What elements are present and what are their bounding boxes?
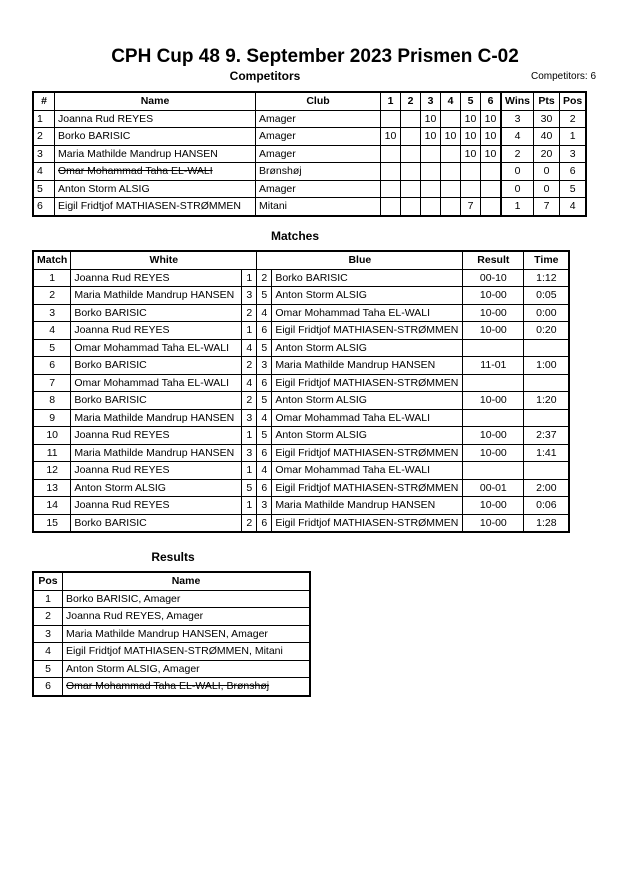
match-row: [33, 269, 569, 287]
match-time: [524, 462, 570, 480]
match-blue-number: 5: [257, 392, 272, 410]
competitor-row: [33, 198, 586, 216]
competitor-wins: 1: [501, 198, 534, 216]
match-result: 10-00: [463, 392, 524, 410]
competitors-col-header: 3: [421, 92, 441, 110]
match-white-name: Joanna Rud REYES: [71, 427, 242, 445]
match-blue-name: Omar Mohammad Taha EL-WALI: [272, 304, 463, 322]
match-blue-number: 6: [257, 479, 272, 497]
matches-col-header: White: [71, 251, 257, 269]
match-blue-name: Omar Mohammad Taha EL-WALI: [272, 462, 463, 480]
competitor-score: [441, 198, 461, 216]
match-row: [33, 339, 569, 357]
competitor-row: [33, 163, 586, 181]
competitor-score: [381, 145, 401, 163]
match-blue-name: Maria Mathilde Mandrup HANSEN: [272, 497, 463, 515]
competitor-number: 5: [33, 180, 55, 198]
competitor-score: [381, 198, 401, 216]
match-white-name: Anton Storm ALSIG: [71, 479, 242, 497]
match-white-number: 1: [242, 462, 257, 480]
match-blue-number: 5: [257, 339, 272, 357]
competitor-name: Maria Mathilde Mandrup HANSEN: [55, 145, 256, 163]
competitor-score: 10: [421, 128, 441, 146]
matches-header-row: [33, 251, 569, 269]
match-blue-number: 6: [257, 374, 272, 392]
competitor-row: [33, 110, 586, 128]
matches-col-header: Result: [463, 251, 524, 269]
competitor-wins: 4: [501, 128, 534, 146]
match-result: [463, 339, 524, 357]
match-white-number: 3: [242, 409, 257, 427]
competitor-score: [401, 128, 421, 146]
competitor-score: [401, 163, 421, 181]
match-result: 10-00: [463, 322, 524, 340]
result-name: Omar Mohammad Taha EL-WALI, Brønshøj: [63, 678, 311, 696]
competitor-score: [441, 110, 461, 128]
competitor-score: 7: [461, 198, 481, 216]
competitor-points: 7: [534, 198, 560, 216]
match-white-name: Joanna Rud REYES: [71, 269, 242, 287]
match-white-number: 3: [242, 444, 257, 462]
match-blue-number: 6: [257, 444, 272, 462]
competitor-position: 5: [560, 180, 587, 198]
match-row: [33, 514, 569, 532]
match-number: 14: [33, 497, 71, 515]
match-number: 11: [33, 444, 71, 462]
matches-col-header: Time: [524, 251, 570, 269]
competitor-club: Brønshøj: [256, 163, 381, 181]
match-result: 11-01: [463, 357, 524, 375]
match-blue-name: Borko BARISIC: [272, 269, 463, 287]
competitor-position: 1: [560, 128, 587, 146]
competitor-score: 10: [421, 110, 441, 128]
competitor-position: 6: [560, 163, 587, 181]
match-row: [33, 497, 569, 515]
match-white-name: Joanna Rud REYES: [71, 322, 242, 340]
competitor-number: 2: [33, 128, 55, 146]
match-number: 3: [33, 304, 71, 322]
result-row: [33, 678, 310, 696]
competitor-score: [401, 198, 421, 216]
competitors-col-header: Name: [55, 92, 256, 110]
competitor-club: Amager: [256, 110, 381, 128]
competitors-col-header: Pos: [560, 92, 587, 110]
competitor-number: 3: [33, 145, 55, 163]
match-blue-number: 6: [257, 322, 272, 340]
competitor-score: [461, 180, 481, 198]
match-white-number: 5: [242, 479, 257, 497]
match-blue-number: 2: [257, 269, 272, 287]
match-number: 10: [33, 427, 71, 445]
competitor-score: [461, 163, 481, 181]
competitor-score: [481, 180, 502, 198]
match-result: 00-01: [463, 479, 524, 497]
match-result: [463, 462, 524, 480]
competitors-col-header: Wins: [501, 92, 534, 110]
match-time: [524, 409, 570, 427]
competitor-number: 4: [33, 163, 55, 181]
competitor-score: 10: [461, 128, 481, 146]
match-white-number: 2: [242, 514, 257, 532]
match-result: 10-00: [463, 497, 524, 515]
competitor-score: [441, 145, 461, 163]
competitor-score: [421, 163, 441, 181]
match-number: 1: [33, 269, 71, 287]
competitor-score: [481, 198, 502, 216]
competitor-points: 30: [534, 110, 560, 128]
competitor-score: 10: [441, 128, 461, 146]
match-blue-number: 4: [257, 304, 272, 322]
competitor-row: [33, 128, 586, 146]
match-blue-name: Eigil Fridtjof MATHIASEN-STRØMMEN: [272, 479, 463, 497]
competitor-club: Mitani: [256, 198, 381, 216]
match-number: 12: [33, 462, 71, 480]
competitors-table: [32, 91, 587, 217]
match-blue-name: Eigil Fridtjof MATHIASEN-STRØMMEN: [272, 444, 463, 462]
match-time: 1:41: [524, 444, 570, 462]
result-row: [33, 643, 310, 661]
competitor-name: Joanna Rud REYES: [55, 110, 256, 128]
match-time: 1:00: [524, 357, 570, 375]
match-blue-name: Maria Mathilde Mandrup HANSEN: [272, 357, 463, 375]
competitor-points: 0: [534, 163, 560, 181]
result-name: Anton Storm ALSIG, Amager: [63, 660, 311, 678]
competitors-col-header: 5: [461, 92, 481, 110]
competitor-score: [381, 180, 401, 198]
result-row: [33, 590, 310, 608]
match-time: [524, 339, 570, 357]
match-row: [33, 444, 569, 462]
competitors-header-row: [33, 92, 586, 110]
competitor-score: 10: [461, 110, 481, 128]
match-row: [33, 427, 569, 445]
match-number: 4: [33, 322, 71, 340]
match-white-number: 4: [242, 374, 257, 392]
match-row: [33, 392, 569, 410]
match-row: [33, 409, 569, 427]
match-white-number: 3: [242, 287, 257, 305]
match-white-number: 1: [242, 322, 257, 340]
match-result: 10-00: [463, 287, 524, 305]
match-white-name: Maria Mathilde Mandrup HANSEN: [71, 409, 242, 427]
match-number: 8: [33, 392, 71, 410]
result-name: Joanna Rud REYES, Amager: [63, 608, 311, 626]
competitor-row: [33, 145, 586, 163]
result-position: 4: [33, 643, 63, 661]
match-time: 2:37: [524, 427, 570, 445]
results-heading: Results: [151, 550, 195, 564]
competitor-club: Amager: [256, 180, 381, 198]
match-white-name: Joanna Rud REYES: [71, 497, 242, 515]
competitor-name: Anton Storm ALSIG: [55, 180, 256, 198]
competitor-row: [33, 180, 586, 198]
result-position: 5: [33, 660, 63, 678]
match-white-name: Borko BARISIC: [71, 392, 242, 410]
competitor-score: [401, 180, 421, 198]
competitor-score: [481, 163, 502, 181]
results-col-header: Name: [63, 572, 311, 590]
match-row: [33, 374, 569, 392]
match-blue-name: Anton Storm ALSIG: [272, 392, 463, 410]
competitors-col-header: 1: [381, 92, 401, 110]
match-result: [463, 409, 524, 427]
result-name: Eigil Fridtjof MATHIASEN-STRØMMEN, Mitani: [63, 643, 311, 661]
match-time: 0:20: [524, 322, 570, 340]
competitor-score: 10: [381, 128, 401, 146]
competitor-name: Eigil Fridtjof MATHIASEN-STRØMMEN: [55, 198, 256, 216]
competitor-wins: 3: [501, 110, 534, 128]
match-blue-name: Anton Storm ALSIG: [272, 339, 463, 357]
match-white-name: Joanna Rud REYES: [71, 462, 242, 480]
competitor-score: [381, 110, 401, 128]
match-time: 1:28: [524, 514, 570, 532]
match-row: [33, 287, 569, 305]
match-white-number: 1: [242, 497, 257, 515]
match-number: 2: [33, 287, 71, 305]
match-time: 0:05: [524, 287, 570, 305]
matches-table: [32, 250, 570, 533]
match-time: 1:20: [524, 392, 570, 410]
competitor-club: Amager: [256, 145, 381, 163]
match-row: [33, 462, 569, 480]
competitor-points: 0: [534, 180, 560, 198]
match-white-number: 2: [242, 304, 257, 322]
competitor-score: 10: [461, 145, 481, 163]
match-number: 13: [33, 479, 71, 497]
match-white-number: 2: [242, 392, 257, 410]
competitor-score: [401, 145, 421, 163]
competitor-name: Omar Mohammad Taha EL-WALI: [55, 163, 256, 181]
competitor-number: 6: [33, 198, 55, 216]
match-white-name: Borko BARISIC: [71, 514, 242, 532]
results-col-header: Pos: [33, 572, 63, 590]
match-number: 15: [33, 514, 71, 532]
competitors-col-header: 6: [481, 92, 502, 110]
result-row: [33, 625, 310, 643]
match-blue-number: 3: [257, 357, 272, 375]
result-name: Maria Mathilde Mandrup HANSEN, Amager: [63, 625, 311, 643]
result-row: [33, 660, 310, 678]
competitor-score: [401, 110, 421, 128]
competitor-position: 3: [560, 145, 587, 163]
competitor-score: 10: [481, 128, 502, 146]
match-result: 00-10: [463, 269, 524, 287]
match-blue-name: Eigil Fridtjof MATHIASEN-STRØMMEN: [272, 322, 463, 340]
match-time: 0:06: [524, 497, 570, 515]
competitors-col-header: 4: [441, 92, 461, 110]
match-blue-name: Eigil Fridtjof MATHIASEN-STRØMMEN: [272, 514, 463, 532]
match-blue-name: Anton Storm ALSIG: [272, 427, 463, 445]
match-number: 9: [33, 409, 71, 427]
match-blue-name: Omar Mohammad Taha EL-WALI: [272, 409, 463, 427]
competitor-points: 20: [534, 145, 560, 163]
match-blue-number: 4: [257, 409, 272, 427]
match-white-name: Borko BARISIC: [71, 304, 242, 322]
match-number: 6: [33, 357, 71, 375]
result-position: 2: [33, 608, 63, 626]
match-blue-number: 5: [257, 427, 272, 445]
competitor-position: 2: [560, 110, 587, 128]
match-blue-number: 3: [257, 497, 272, 515]
competitor-score: [441, 180, 461, 198]
match-number: 7: [33, 374, 71, 392]
competitor-wins: 2: [501, 145, 534, 163]
match-blue-number: 6: [257, 514, 272, 532]
competitors-col-header: Pts: [534, 92, 560, 110]
competitor-wins: 0: [501, 180, 534, 198]
competitor-club: Amager: [256, 128, 381, 146]
match-time: 0:00: [524, 304, 570, 322]
match-time: 1:12: [524, 269, 570, 287]
match-time: [524, 374, 570, 392]
match-result: 10-00: [463, 427, 524, 445]
match-result: 10-00: [463, 514, 524, 532]
result-position: 6: [33, 678, 63, 696]
competitors-col-header: Club: [256, 92, 381, 110]
competitor-wins: 0: [501, 163, 534, 181]
match-white-number: 1: [242, 269, 257, 287]
match-white-name: Borko BARISIC: [71, 357, 242, 375]
match-row: [33, 357, 569, 375]
match-result: 10-00: [463, 304, 524, 322]
match-blue-name: Anton Storm ALSIG: [272, 287, 463, 305]
match-blue-number: 4: [257, 462, 272, 480]
result-position: 3: [33, 625, 63, 643]
competitor-name: Borko BARISIC: [55, 128, 256, 146]
results-table: [32, 571, 311, 697]
competitor-score: 10: [481, 110, 502, 128]
competitor-score: [421, 180, 441, 198]
match-row: [33, 304, 569, 322]
match-white-name: Maria Mathilde Mandrup HANSEN: [71, 444, 242, 462]
match-white-name: Omar Mohammad Taha EL-WALI: [71, 339, 242, 357]
competitor-points: 40: [534, 128, 560, 146]
match-result: 10-00: [463, 444, 524, 462]
result-position: 1: [33, 590, 63, 608]
results-header-row: [33, 572, 310, 590]
match-white-number: 2: [242, 357, 257, 375]
match-row: [33, 479, 569, 497]
matches-col-header: Match: [33, 251, 71, 269]
competitor-score: [421, 198, 441, 216]
competitor-score: 10: [481, 145, 502, 163]
competitor-position: 4: [560, 198, 587, 216]
result-name: Borko BARISIC, Amager: [63, 590, 311, 608]
match-white-name: Maria Mathilde Mandrup HANSEN: [71, 287, 242, 305]
competitors-col-header: 2: [401, 92, 421, 110]
competitors-count: Competitors: 6: [531, 71, 597, 82]
match-result: [463, 374, 524, 392]
match-white-number: 4: [242, 339, 257, 357]
match-time: 2:00: [524, 479, 570, 497]
match-number: 5: [33, 339, 71, 357]
match-blue-name: Eigil Fridtjof MATHIASEN-STRØMMEN: [272, 374, 463, 392]
match-row: [33, 322, 569, 340]
match-white-name: Omar Mohammad Taha EL-WALI: [71, 374, 242, 392]
matches-heading: Matches: [270, 229, 320, 243]
matches-col-header: Blue: [257, 251, 463, 269]
page-title: CPH Cup 48 9. September 2023 Prismen C-02: [111, 46, 519, 67]
competitor-number: 1: [33, 110, 55, 128]
competitor-score: [421, 145, 441, 163]
result-row: [33, 608, 310, 626]
match-blue-number: 5: [257, 287, 272, 305]
competitor-score: [441, 163, 461, 181]
competitors-heading: Competitors: [229, 69, 301, 83]
competitor-score: [381, 163, 401, 181]
match-white-number: 1: [242, 427, 257, 445]
competitors-col-header: #: [33, 92, 55, 110]
